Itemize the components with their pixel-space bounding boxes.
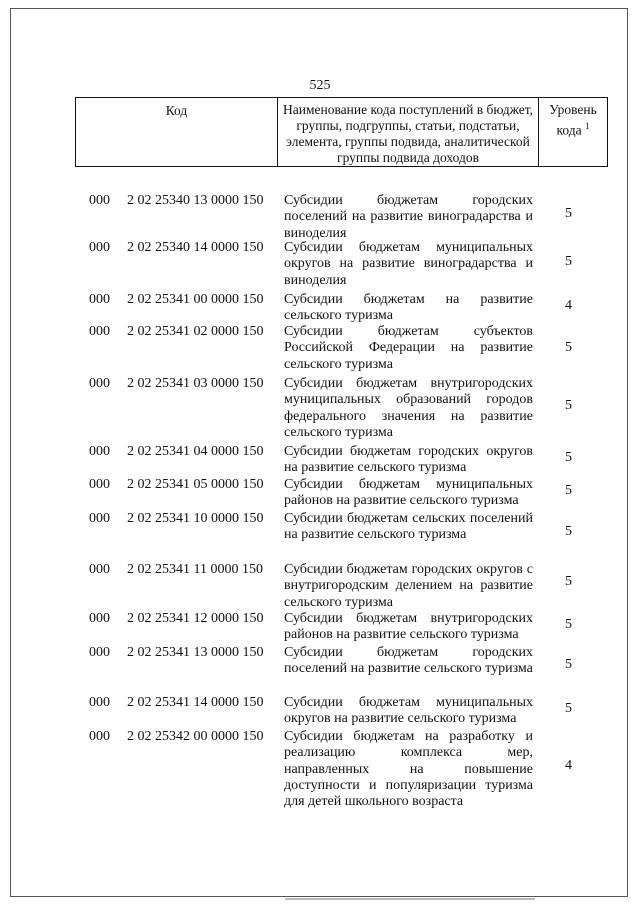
income-name: Субсидии бюджетам муниципальных районов на развитие сельского туризма [284, 477, 533, 509]
income-code: 2 02 25341 00 0000 150 [127, 292, 264, 307]
income-code: 2 02 25340 14 0000 150 [127, 240, 264, 255]
income-name: Субсидии бюджетам городских поселений на развитие сельского туризма [284, 645, 533, 677]
code-level: 5 [565, 524, 572, 539]
code-level: 5 [565, 254, 572, 269]
code-level: 4 [565, 298, 572, 313]
admin-code: 000 [89, 562, 110, 577]
code-level: 5 [565, 657, 572, 672]
income-code: 2 02 25341 13 0000 150 [127, 645, 264, 660]
code-level: 4 [565, 758, 572, 773]
admin-code: 000 [89, 193, 110, 208]
income-code: 2 02 25341 02 0000 150 [127, 324, 264, 339]
income-name: Субсидии бюджетам на разработку и реализацию комплекса мер, направленных на повышение доступности и популяризации туризма для детей школьного возраста [284, 729, 533, 810]
code-level: 5 [565, 483, 572, 498]
code-level: 5 [565, 701, 572, 716]
header-level-footnote: 1 [584, 121, 590, 131]
income-code: 2 02 25341 03 0000 150 [127, 376, 264, 391]
income-name: Субсидии бюджетам городских округов на развитие сельского туризма [284, 444, 533, 476]
admin-code: 000 [89, 444, 110, 459]
income-code: 2 02 25341 10 0000 150 [127, 511, 264, 526]
bottom-edge-line [285, 898, 535, 900]
admin-code: 000 [89, 376, 110, 391]
admin-code: 000 [89, 645, 110, 660]
income-code: 2 02 25341 12 0000 150 [127, 611, 264, 626]
admin-code: 000 [89, 695, 110, 710]
income-code: 2 02 25341 11 0000 150 [127, 562, 263, 577]
income-name: Субсидии бюджетам городских округов с внутригородским делением на развитие сельского туризма [284, 562, 533, 610]
header-name: Наименование кода поступлений в бюджет, группы, подгруппы, статьи, подстатьи, элемента, группы подвида, аналитической группы подвида доходов [277, 98, 538, 166]
income-name: Субсидии бюджетам на развитие сельского туризма [284, 292, 533, 324]
admin-code: 000 [89, 324, 110, 339]
table-header [75, 97, 608, 167]
income-code: 2 02 25341 05 0000 150 [127, 477, 264, 492]
code-level: 5 [565, 206, 572, 221]
admin-code: 000 [89, 611, 110, 626]
header-level-line1: Уровень [549, 102, 597, 117]
admin-code: 000 [89, 240, 110, 255]
page-number: 525 [309, 78, 331, 93]
admin-code: 000 [89, 511, 110, 526]
code-level: 5 [565, 450, 572, 465]
code-level: 5 [565, 574, 572, 589]
code-level: 5 [565, 617, 572, 632]
income-name: Субсидии бюджетам муниципальных округов на развитие сельского туризма [284, 695, 533, 727]
admin-code: 000 [89, 477, 110, 492]
income-code: 2 02 25341 14 0000 150 [127, 695, 264, 710]
income-code: 2 02 25341 04 0000 150 [127, 444, 264, 459]
income-code: 2 02 25340 13 0000 150 [127, 193, 264, 208]
header-level-line2 [539, 118, 607, 139]
header-level-word: кода [556, 122, 582, 138]
income-name: Субсидии бюджетам внутригородских муниципальных образований городов федерального значения на развитие сельского туризма [284, 376, 533, 440]
code-level: 5 [565, 340, 572, 355]
income-name: Субсидии бюджетам городских поселений на развитие виноградарства и виноделия [284, 193, 533, 241]
admin-code: 000 [89, 729, 110, 744]
code-level: 5 [565, 398, 572, 413]
income-name: Субсидии бюджетам сельских поселений на развитие сельского туризма [284, 511, 533, 543]
admin-code: 000 [89, 292, 110, 307]
income-name: Субсидии бюджетам внутригородских районов на развитие сельского туризма [284, 611, 533, 643]
income-name: Субсидии бюджетам субъектов Российской Федерации на развитие сельского туризма [284, 324, 533, 372]
header-code: Код [75, 98, 277, 166]
income-code: 2 02 25342 00 0000 150 [127, 729, 264, 744]
income-name: Субсидии бюджетам муниципальных округов на развитие виноградарства и виноделия [284, 240, 533, 288]
header-level [538, 98, 608, 166]
